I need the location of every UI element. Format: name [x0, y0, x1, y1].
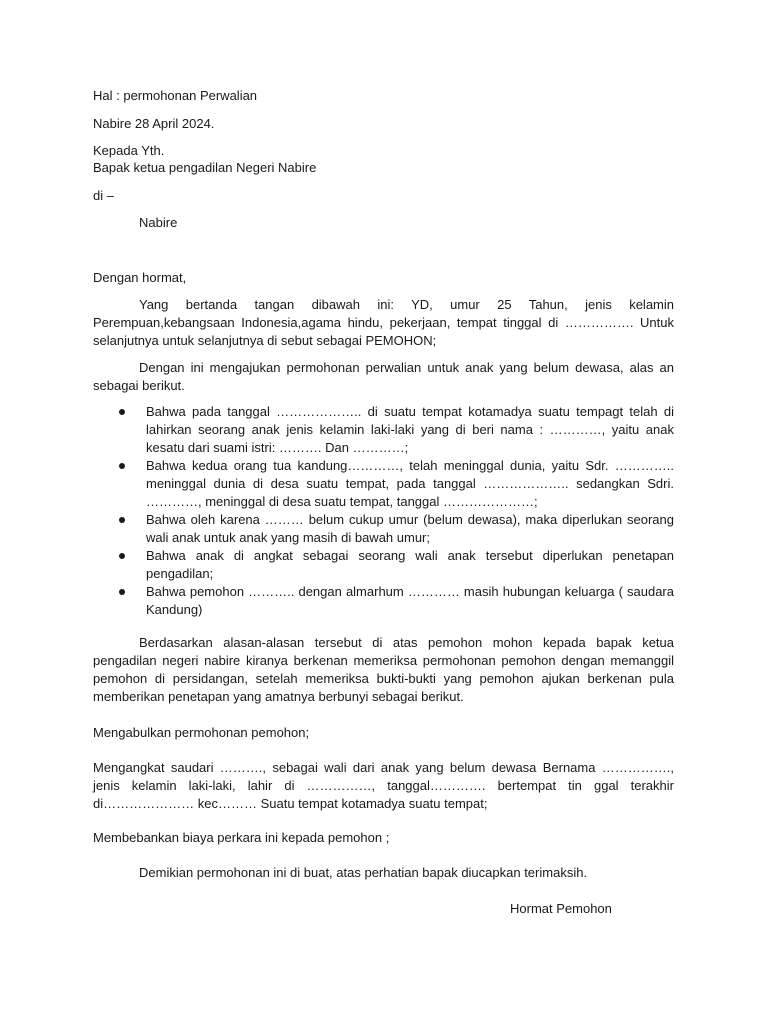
grant-line: Mengabulkan permohonan pemohon; — [93, 725, 310, 740]
list-item: Bahwa pada tanggal ……………….. di suatu tempat kotamadya suatu tempagt telah di lahirkan seorang anak jenis kelamin laki-laki yang di beri nama : …………, yaitu anak kesatu dari suami istri: ………. Dan …………; — [119, 403, 674, 457]
costs-line: Membebankan biaya perkara ini kepada pemohon ; — [93, 830, 390, 845]
recipient-city: Nabire — [139, 215, 178, 230]
bullet-icon — [119, 409, 125, 415]
bullet-icon — [119, 463, 125, 469]
grounds-paragraph — [93, 634, 674, 706]
applicant-paragraph — [93, 296, 674, 350]
place-date: Nabire 28 April 2024. — [93, 116, 215, 131]
appoint-paragraph — [93, 759, 674, 813]
request-text: Dengan ini mengajukan permohonan perwalian untuk anak yang belum dewasa, alas an sebagai berikut. — [93, 360, 674, 393]
list-item: Bahwa kedua orang tua kandung…………, telah meninggal dunia, yaitu Sdr. ………….. meninggal dunia di desa suatu tempat, pada tanggal ……………….. sedangkan Sdri. …………, meninggal di desa suatu tempat, tanggal …………………; — [119, 457, 674, 511]
closing-line: Demikian permohonan ini di buat, atas perhatian bapak diucapkan terimaksih. — [139, 865, 588, 880]
bullet-icon — [119, 553, 125, 559]
list-item: Bahwa oleh karena ……… belum cukup umur (belum dewasa), maka diperlukan seorang wali anak untuk anak yang masih di bawah umur; — [119, 511, 674, 547]
recipient-name: Bapak ketua pengadilan Negeri Nabire — [93, 160, 317, 175]
request-paragraph — [93, 359, 674, 395]
grounds-text: Berdasarkan alasan-alasan tersebut di atas pemohon mohon kepada bapak ketua pengadilan negeri nabire kiranya berkenan memeriksa permohonan pemohon dengan memanggil pemohon di persidangan, setelah memeriksa bukti-bukti yang pemohon ajukan berkenan pula memberikan penetapan yang amatnya berbunyi sebagai berikut. — [93, 635, 674, 704]
greeting: Dengan hormat, — [93, 270, 187, 285]
list-item: Bahwa anak di angkat sebagai seorang wali anak tersebut diperlukan penetapan pengadilan; — [119, 547, 674, 583]
list-item: Bahwa pemohon ……….. dengan almarhum ………… masih hubungan keluarga ( saudara Kandung) — [119, 583, 674, 619]
recipient-di: di – — [93, 188, 114, 203]
recipient-salutation: Kepada Yth. — [93, 143, 165, 158]
bullet-icon — [119, 517, 125, 523]
appoint-text: Mengangkat saudari ………., sebagai wali dari anak yang belum dewasa Bernama ……………., jenis kelamin laki-laki, lahir di ……………, tanggal…………. bertempat tin ggal terakhir di………………… kec……… Suatu tempat kotamadya suatu tempat; — [93, 760, 674, 811]
signature-line: Hormat Pemohon — [510, 901, 612, 916]
bullet-icon — [119, 589, 125, 595]
reasons-list — [119, 403, 674, 619]
applicant-text: Yang bertanda tangan dibawah ini: YD, umur 25 Tahun, jenis kelamin Perempuan,kebangsaan Indonesia,agama hindu, pekerjaan, tempat tinggal di ……………. Untuk selanjutnya untuk selanjutnya di sebut sebagai PEMOHON; — [93, 297, 674, 348]
subject-line: Hal : permohonan Perwalian — [93, 88, 258, 103]
